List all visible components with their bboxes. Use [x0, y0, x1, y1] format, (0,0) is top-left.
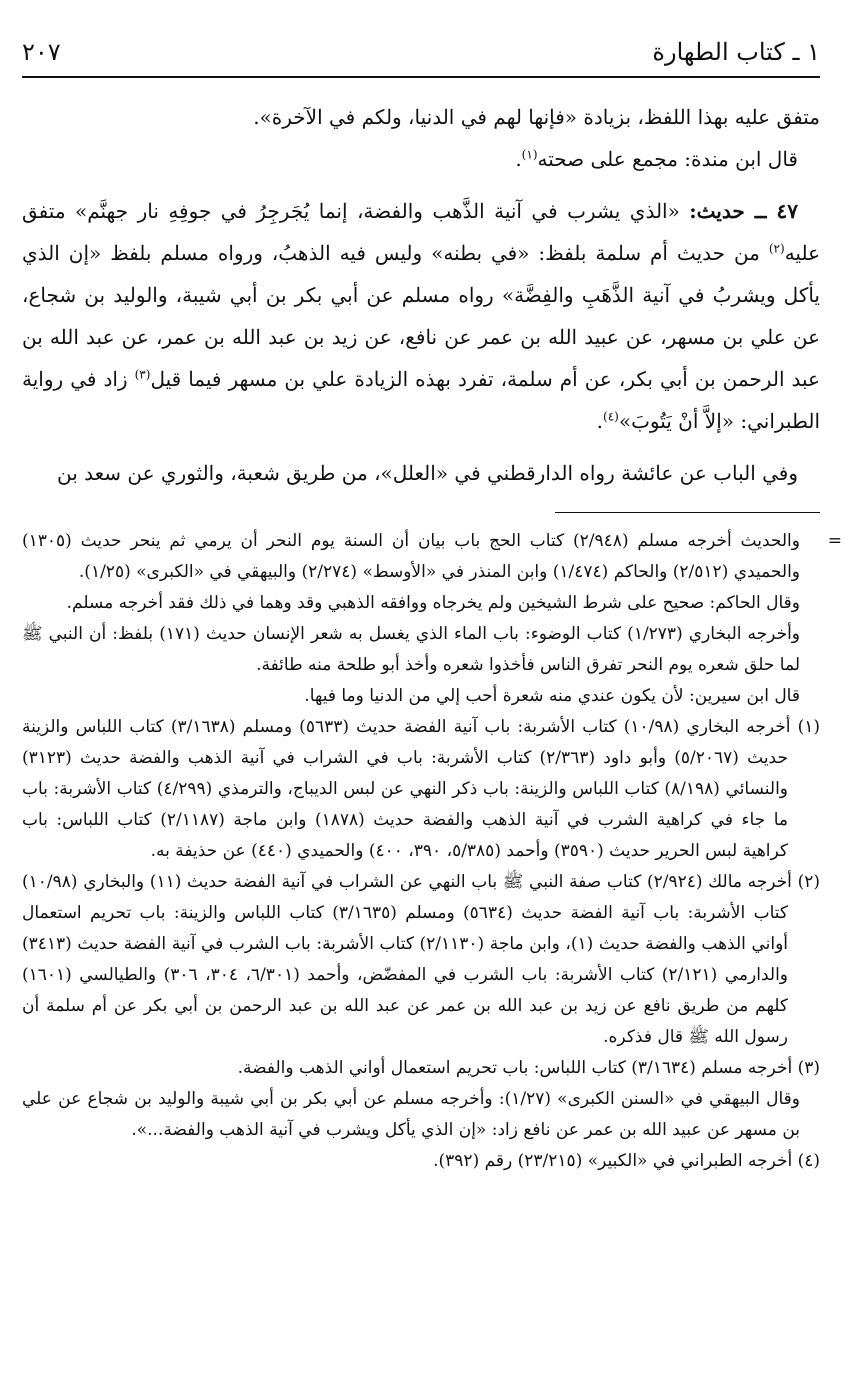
page-header — [22, 38, 820, 80]
hadith-addition: زاد في رواية الطبراني: «إلاَّ أنْ يَتُوبَ» — [22, 367, 820, 433]
hadith-paragraph — [22, 190, 820, 442]
paragraph-text: قال ابن مندة: مجمع على صحته — [537, 147, 798, 171]
hadith-text: «الذي يشرب في آنية الذَّهب والفضة، إنما يُجَرجِرُ في جوفِهِ نار جهنَّم» متفق عليه — [22, 199, 820, 265]
main-text — [22, 96, 820, 494]
footnote-ref: (٢) — [768, 241, 785, 256]
running-title: ١ ـ كتاب الطهارة — [652, 38, 820, 66]
footnote-ref: (٣) — [134, 367, 151, 382]
footnotes — [22, 526, 842, 1177]
footnote-ref: (٤) — [603, 409, 619, 424]
footnote-1: (١) أخرجه البخاري (١٠/٩٨) كتاب الأشربة: باب آنية الفضة حديث (٥٦٣٣) ومسلم (٣/١٦٣٨) كتاب اللباس والزينة حديث (٥/٢٠٦٧) وأبو داود (٢/٣٦٣) كتاب الأشربة: باب في الشراب في آنية الذهب والفضة حديث (٣١٢٣) والنسائي (٨/١٩٨) كتاب اللباس والزينة: باب ذكر النهي عن لبس الديباج، والترمذي (٤/٢٩٩) كتاب الأشربة: باب ما جاء في كراهية الشرب في آنية الذهب والفضة حديث (١٨٧٨) وابن ماجة (٢/١١٨٧) كتاب اللباس: باب كراهية لبس الحرير حديث (٣٥٩٠) وأحمد (٥/٣٨٥، ٣٩٠، ٤٠٠) والحميدي (٤٤٠) عن حذيفة به. — [22, 717, 821, 861]
header-rule — [22, 76, 820, 78]
continuation-mark: = — [827, 531, 842, 551]
page-number: ٢٠٧ — [22, 38, 61, 66]
hadith-label: ٤٧ ــ حديث: — [689, 199, 799, 223]
punctuation: . — [515, 147, 522, 171]
footnote-3-continuation: وقال البيهقي في «السنن الكبرى» (١/٢٧): وأخرجه مسلم عن أبي بكر بن أبي شيبة والوليد بن شجاع عن علي بن مسهر عن عبيد الله بن عمر عن نافع زاد: «إن الذي يأكل ويشرب في آنية الذهب والفضة...». — [22, 1089, 800, 1140]
paragraph: وفي الباب عن عائشة رواه الدارقطني في «العلل»، من طريق شعبة، والثوري عن سعد بن — [56, 461, 798, 485]
footnote-4: (٤) أخرجه الطبراني في «الكبير» (٢٣/٢١٥) رقم (٣٩٢). — [433, 1151, 820, 1171]
footnote-3: (٣) أخرجه مسلم (٣/١٦٣٤) كتاب اللباس: باب تحريم استعمال أواني الذهب والفضة. — [237, 1058, 820, 1078]
footnote-continuation: والحديث أخرجه مسلم (٢/٩٤٨) كتاب الحج باب بيان أن السنة يوم النحر أن يرمي ثم ينحر حديث (١٣٠٥) والحميدي (٢/٥١٢) والحاكم (١/٤٧٤) وابن المنذر في «الأوسط» (٢/٢٧٤) والبيهقي في «الكبرى» (١/٢٥). — [22, 531, 800, 582]
footnote-2: (٢) أخرجه مالك (٢/٩٢٤) كتاب صفة النبي ﷺ باب النهي عن الشراب في آنية الفضة حديث (١١) والبخاري (١٠/٩٨) كتاب الأشربة: باب آنية الفضة حديث (٥٦٣٤) ومسلم (٣/١٦٣٥) كتاب اللباس والزينة: باب تحريم استعمال أواني الذهب والفضة حديث (١)، وابن ماجة (٢/١١٣٠) كتاب الأشربة: باب الشرب في آنية الفضة حديث (٣٤١٣) والدارمي (٢/١٢١) كتاب الأشربة: باب الشرب في المفضّض، وأحمد (٦/٣٠١، ٣٠٤، ٣٠٦) والطيالسي (١٦٠١) كلهم من طريق نافع عن زيد بن عبد الله بن عمر عن عبد الله بن عبد الرحمن بن أبي بكر عن أم سلمة أن رسول الله ﷺ قال فذكره. — [22, 872, 820, 1047]
footnote-continuation: وأخرجه البخاري (١/٢٧٣) كتاب الوضوء: باب الماء الذي يغسل به شعر الإنسان حديث (١٧١) بلفظ: أن النبي ﷺ لما حلق شعره يوم النحر تفرق الناس فأخذوا شعره وأخذ أبو طلحة منه طائفة. — [22, 624, 801, 675]
footnote-separator — [555, 512, 820, 513]
paragraph — [22, 138, 820, 180]
footnote-continuation: وقال الحاكم: صحيح على شرط الشيخين ولم يخرجاه ووافقه الذهبي وقد وهما في ذلك فقد أخرجه مسلم. — [66, 593, 800, 613]
footnote-continuation: قال ابن سيرين: لأن يكون عندي منه شعرة أحب إلي من الدنيا وما فيها. — [304, 686, 800, 706]
footnote-ref: (١) — [521, 147, 538, 162]
punctuation: . — [596, 409, 603, 433]
hadith-commentary: من حديث أم سلمة بلفظ: «في بطنه» وليس فيه الذهبُ، ورواه مسلم بلفظ «إن الذي يأكل ويشربُ في آنية الذَّهَبِ والفِضَّة» رواه مسلم عن أبي بكر بن أبي شيبة، والوليد بن شجاع، عن علي بن مسهر، عن عبيد الله بن عمر عن نافع، عن زيد بن عبد الله بن عمر، عن عبد الله بن عبد الرحمن بن أبي بكر، عن أم سلمة، تفرد بهذه الزيادة علي بن مسهر فيما قيل — [22, 241, 820, 391]
paragraph: متفق عليه بهذا اللفظ، بزيادة «فإنها لهم في الدنيا، ولكم في الآخرة». — [253, 105, 820, 129]
